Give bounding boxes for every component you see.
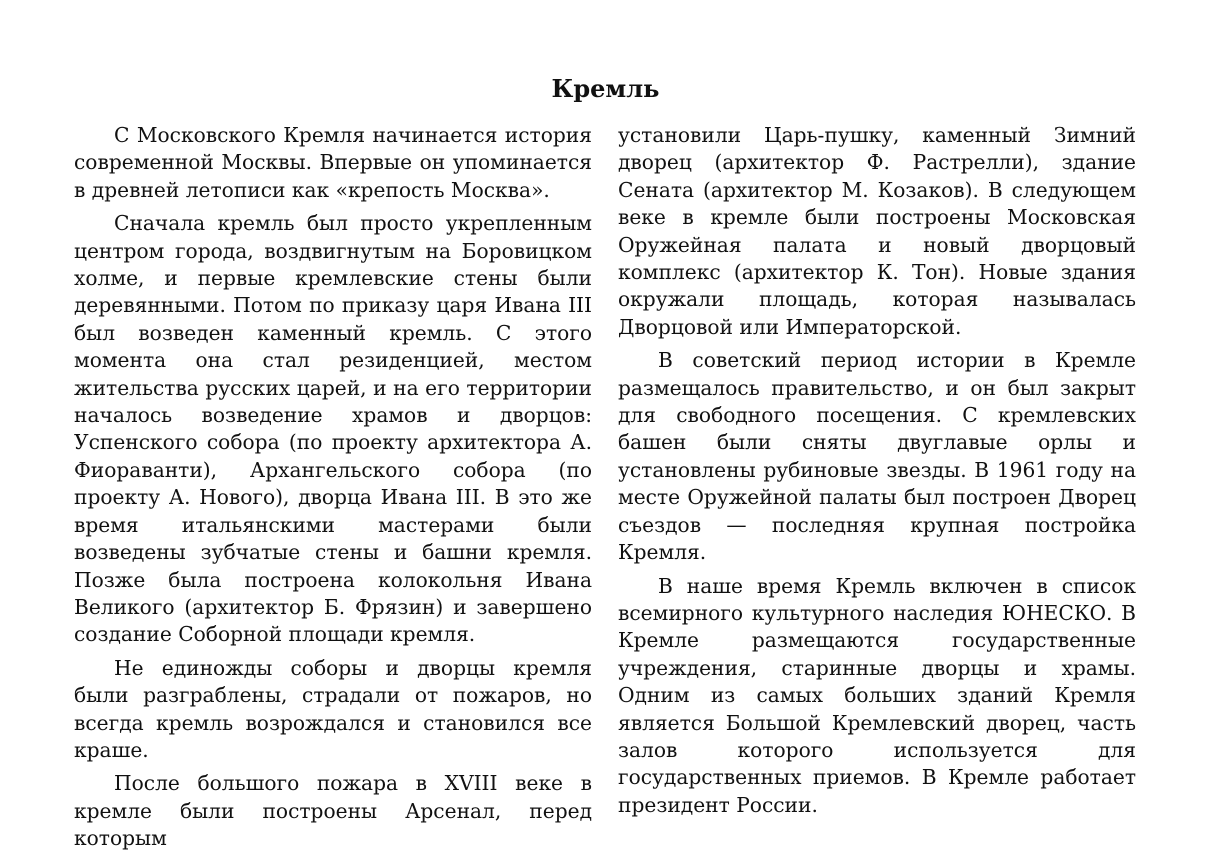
paragraph: В наше время Кремль включен в список всемирного культурного наследия ЮНЕСКО. В Кремле размещаются государственные учреждения, старинные дворцы и храмы. Одним из самых больших зданий Кремля является Большой Кремлевский дворец, часть залов которого используется для государственных приемов. В Кремле работает президент России. [618,573,1136,817]
paragraph: В советский период истории в Кремле размещалось правительство, и он был закрыт для свободного посещения. С кремлевских башен были сняты двуглавые орлы и установлены рубиновые звезды. В 1961 году на месте Оружейной палаты был построен Дворец съездов — последняя крупная постройка Кремля. [618,348,1136,565]
paragraph: Сначала кремль был просто укрепленным центром города, воздвигнутым на Боровицком холме, и первые кремлевские стены были деревянными. Потом по приказу царя Ивана III был возведен каменный кремль. С этого момента она стал резиденцией, местом жительства русских царей, и на его территории началось возведение храмов и дворцов: Успенского собора (по проекту архитектора А. Фиораванти), Архангельского собора (по проекту А. Нового), дворца Ивана III. В это же время итальянскими мастерами были возведены зубчатые стены и башни кремля. Позже была построена колокольня Ивана Великого (архитектор Б. Фрязин) и завершено создание Соборной площади кремля. [74,211,592,647]
paragraph: После большого пожара в XVIII веке в кремле были построены Арсенал, перед которым [74,771,592,851]
paragraph: С Московского Кремля начинается история современной Москвы. Впервые он упоминается в древней летописи как «крепость Москва». [74,123,592,202]
left-column [74,122,592,859]
right-column [618,122,1136,825]
paragraph-continued: установили Царь-пушку, каменный Зимний дворец (архитектор Ф. Растрелли), здание Сената (архитектор М. Козаков). В следующем веке в кремле были построены Московская Оружейная палата и новый дворцовый комплекс (архитектор К. Тон). Новые здания окружали площадь, которая называлась Дворцовой или Императорской. [618,123,1136,339]
paragraph: Не единожды соборы и дворцы кремля были разграблены, страдали от пожаров, но всегда кремль возрождался и становился все краше. [74,655,592,762]
page-title: Кремль [551,74,660,103]
